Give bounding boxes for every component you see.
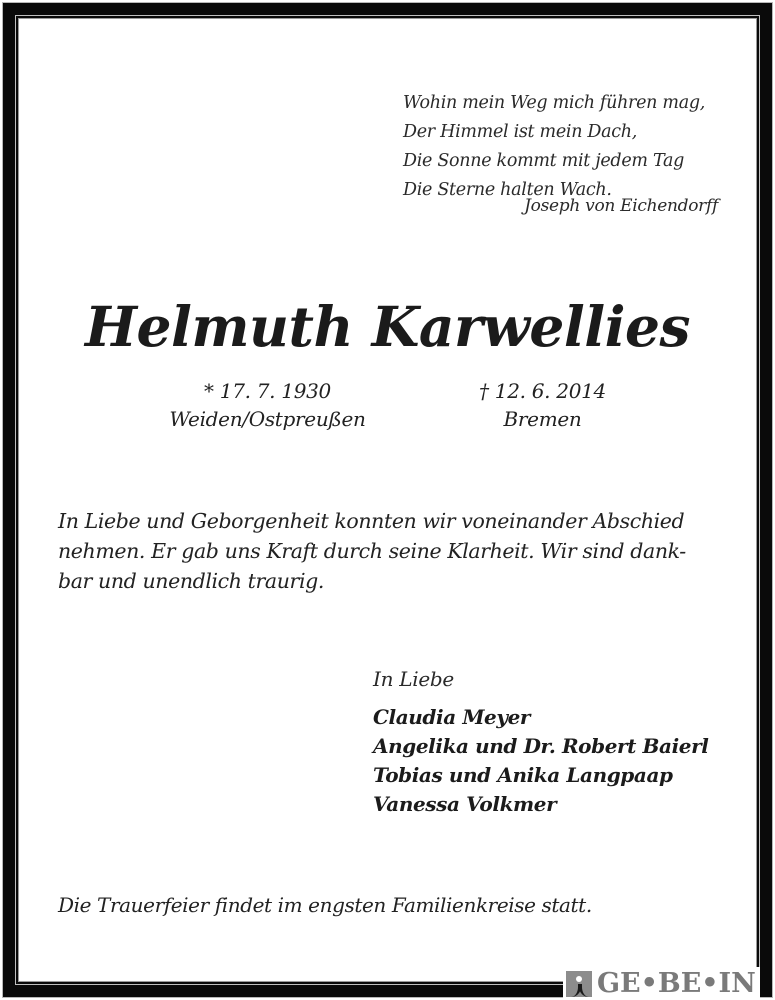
poem-line: Der Himmel ist mein Dach,: [403, 122, 638, 142]
birth-date: * 17. 7. 1930: [204, 379, 331, 403]
death-date: † 12. 6. 2014: [479, 379, 606, 403]
death-place: Bremen: [503, 407, 582, 431]
death-info: [440, 377, 645, 433]
poem-line: Wohin mein Weg mich führen mag,: [403, 93, 705, 113]
signoff-text: In Liebe: [373, 667, 454, 691]
message-line: bar und unendlich traurig.: [58, 569, 324, 593]
family-member: Claudia Meyer: [373, 705, 531, 729]
farewell-message: [58, 506, 738, 596]
gebein-logo: [563, 967, 760, 1000]
deceased-name: Helmuth Karwellies: [85, 294, 690, 359]
poem-line: Die Sonne kommt mit jedem Tag: [403, 151, 684, 171]
birth-place: Weiden/Ostpreußen: [169, 407, 366, 431]
logo-text: GE•BE•IN: [597, 968, 756, 999]
message-line: In Liebe und Geborgenheit konnten wir voneinander Abschied: [58, 509, 685, 533]
family-member: Angelika und Dr. Robert Baierl: [373, 734, 709, 758]
message-line: nehmen. Er gab uns Kraft durch seine Klarheit. Wir sind dank-: [58, 539, 686, 563]
poem-author: Joseph von Eichendorff: [524, 196, 718, 216]
poem-quote: [403, 89, 705, 205]
gebein-figure-icon: [566, 971, 592, 997]
poem-line: Die Sterne halten Wach.: [403, 180, 612, 200]
family-member: Tobias und Anika Langpaap: [373, 763, 673, 787]
birth-info: [150, 377, 385, 433]
family-list: [373, 703, 708, 819]
family-member: Vanessa Volkmer: [373, 792, 557, 816]
funeral-note: Die Trauerfeier findet im engsten Familienkreise statt.: [58, 893, 592, 917]
